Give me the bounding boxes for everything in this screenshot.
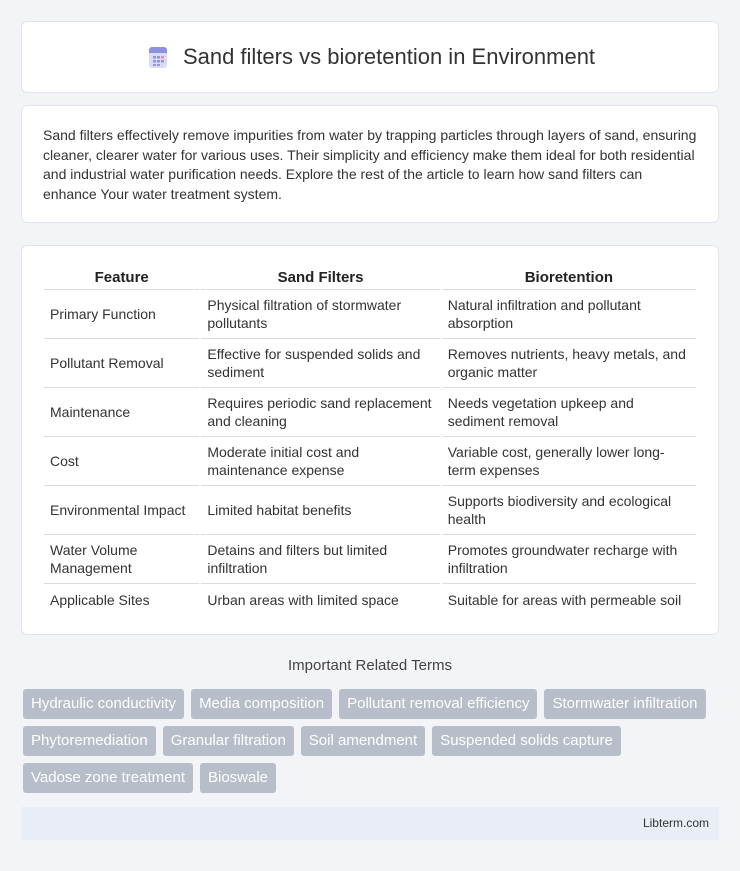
cell-feature: Environmental Impact <box>44 486 199 535</box>
cell-sand-filters: Physical filtration of stormwater pollutants <box>201 290 439 339</box>
tag-suspended-solids-capture[interactable]: Suspended solids capture <box>432 726 621 756</box>
table-row <box>44 584 696 616</box>
tag-media-composition[interactable]: Media composition <box>191 689 332 719</box>
cell-sand-filters: Limited habitat benefits <box>201 486 439 535</box>
header <box>22 22 718 92</box>
tag-hydraulic-conductivity[interactable]: Hydraulic conductivity <box>23 689 184 719</box>
cell-sand-filters: Requires periodic sand replacement and cleaning <box>201 388 439 437</box>
cell-feature: Cost <box>44 437 199 486</box>
cell-feature: Maintenance <box>44 388 199 437</box>
table-row <box>44 388 696 437</box>
cell-feature: Water Volume Management <box>44 535 199 584</box>
footer-site-link[interactable]: Libterm.com <box>642 816 709 830</box>
table-header-row <box>44 266 696 290</box>
cell-bioretention: Promotes groundwater recharge with infiltration <box>442 535 696 584</box>
cell-feature: Pollutant Removal <box>44 339 199 388</box>
cell-bioretention: Removes nutrients, heavy metals, and organic matter <box>442 339 696 388</box>
comparison-table <box>42 266 698 616</box>
table-row <box>44 437 696 486</box>
intro-paragraph: Sand filters effectively remove impurities from water by trapping particles through layers of sand, ensuring cleaner, clearer water for various uses. Their simplicity and efficiency make them ideal for both residential and industrial water purification needs. Explore the rest of the article to learn how sand filters can enhance Your water treatment system. <box>43 127 697 202</box>
cell-feature: Applicable Sites <box>50 592 150 608</box>
document-grid-icon <box>145 44 171 70</box>
cell-bioretention: Variable cost, generally lower long-term expenses <box>442 437 696 486</box>
table-row <box>44 290 696 339</box>
table-row <box>44 339 696 388</box>
tag-soil-amendment[interactable]: Soil amendment <box>301 726 425 756</box>
page-title: Sand filters vs bioretention in Environment <box>182 44 596 69</box>
tag-phytoremediation[interactable]: Phytoremediation <box>23 726 156 756</box>
related-terms-title: Important Related Terms <box>288 657 452 674</box>
tag-bioswale[interactable]: Bioswale <box>200 763 276 793</box>
table-row <box>44 535 696 584</box>
cell-sand-filters: Effective for suspended solids and sediment <box>201 339 439 388</box>
cell-feature: Primary Function <box>44 290 199 339</box>
header-bioretention: Bioretention <box>442 266 696 290</box>
cell-bioretention: Natural infiltration and pollutant absorption <box>442 290 696 339</box>
comparison-card <box>21 245 719 635</box>
intro-card <box>21 105 719 223</box>
cell-sand-filters: Urban areas with limited space <box>207 592 399 608</box>
header-feature: Feature <box>44 266 199 290</box>
tag-pollutant-removal-efficiency[interactable]: Pollutant removal efficiency <box>339 689 537 719</box>
related-terms-list <box>23 689 723 793</box>
cell-bioretention: Needs vegetation upkeep and sediment removal <box>442 388 696 437</box>
footer <box>21 807 719 840</box>
cell-sand-filters: Detains and filters but limited infiltration <box>201 535 439 584</box>
table-row <box>44 486 696 535</box>
cell-sand-filters: Moderate initial cost and maintenance expense <box>201 437 439 486</box>
header-sand-filters: Sand Filters <box>201 266 439 290</box>
tag-vadose-zone-treatment[interactable]: Vadose zone treatment <box>23 763 193 793</box>
cell-bioretention: Supports biodiversity and ecological health <box>442 486 696 535</box>
cell-bioretention: Suitable for areas with permeable soil <box>447 592 682 608</box>
header-card <box>21 21 719 93</box>
tag-stormwater-infiltration[interactable]: Stormwater infiltration <box>544 689 705 719</box>
tag-granular-filtration[interactable]: Granular filtration <box>163 726 294 756</box>
